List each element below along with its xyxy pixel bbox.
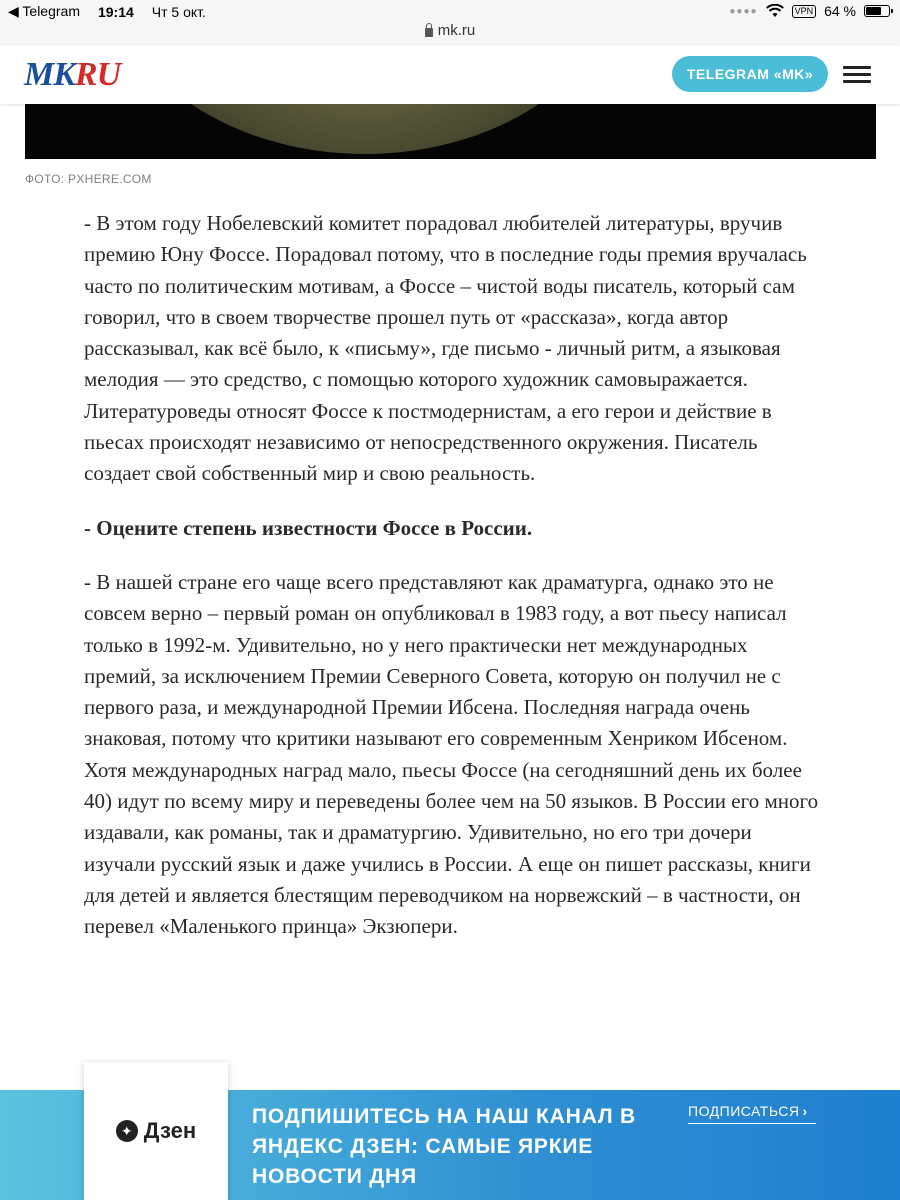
dzen-headline: ПОДПИШИТЕСЬ НА НАШ КАНАЛ В ЯНДЕКС ДЗЕН: САМЫЕ ЯРКИЕ НОВОСТИ ДНЯ: [252, 1105, 636, 1188]
site-header: [0, 46, 900, 104]
back-to-app-link[interactable]: ◀ Telegram: [8, 3, 80, 19]
address-bar[interactable]: [0, 20, 900, 46]
lock-icon: [425, 28, 433, 37]
dzen-logo-icon: [116, 1120, 138, 1142]
wifi-icon: [766, 4, 784, 18]
telegram-button[interactable]: TELEGRAM «MK»: [672, 56, 828, 92]
subscribe-link[interactable]: [688, 1103, 816, 1124]
battery-icon: [864, 5, 890, 17]
logo-ru: RU: [74, 56, 121, 93]
subscribe-label: ПОДПИСАТЬСЯ: [688, 1103, 800, 1119]
photo-credit: ФОТО: PXHERE.COM: [25, 172, 152, 186]
logo-mk: MK: [24, 56, 75, 93]
hamburger-menu-icon[interactable]: [843, 66, 873, 84]
signal-icon: ●●●●: [729, 5, 758, 17]
article-photo: [25, 104, 876, 159]
article-paragraph: - В этом году Нобелевский комитет порадовал любителей литературы, вручив премию Юну Фоссе. Порадовал потому, что в последние годы премия вручалась часто по политическим мотивам, а Фоссе – чистой воды писатель, который сам говорил, что в своем творчестве прошел путь от «рассказа», когда автор рассказывал, как всё было, к «письму», где письмо - личный ритм, а языковая мелодия — это средство, с помощью которого художник самовыражается. Литературоведы относят Фоссе к постмодернистам, а его герои и действие в пьесах происходят независимо от непосредственного окружения. Писатель создает свой собственный мир и свою реальность.: [84, 211, 807, 486]
dzen-brand-name: Дзен: [143, 1118, 197, 1143]
vpn-badge: VPN: [792, 5, 817, 18]
status-date: Чт 5 окт.: [151, 3, 206, 20]
status-time: 19:14: [97, 3, 134, 20]
site-logo[interactable]: [24, 58, 120, 92]
battery-percent: 64 %: [824, 3, 856, 19]
article-paragraph: - В нашей стране его чаще всего представляют как драматурга, однако это не совсем верно – первый роман он опубликовал в 1983 году, а вот пьесу написал только в 1992-м. Удивительно, но у него практически нет международных премий, за исключением Премии Северного Совета, которую он получил не с первого раза, и международной Премии Ибсена. Последняя награда очень знаковая, потому что критики называют его современным Хенриком Ибсеном. Хотя международных наград мало, пьесы Фоссе (на сегодняшний день их более 40) идут по всему миру и переведены более чем на 50 языков. В России его много издавали, как романы, так и драматургию. Удивительно, но его три дочери изучали русский язык и даже учились в России. А еще он пишет рассказы, книги для детей и является блестящим переводчиком на норвежский – в частности, он перевел «Маленького принца» Экзюпери.: [84, 569, 819, 939]
chevron-right-icon: ›: [802, 1103, 808, 1119]
dzen-logo-card[interactable]: [84, 1062, 228, 1200]
url-text: mk.ru: [437, 22, 476, 39]
article-body: [84, 208, 824, 943]
interview-question: - Оцените степень известности Фоссе в России.: [84, 515, 533, 540]
